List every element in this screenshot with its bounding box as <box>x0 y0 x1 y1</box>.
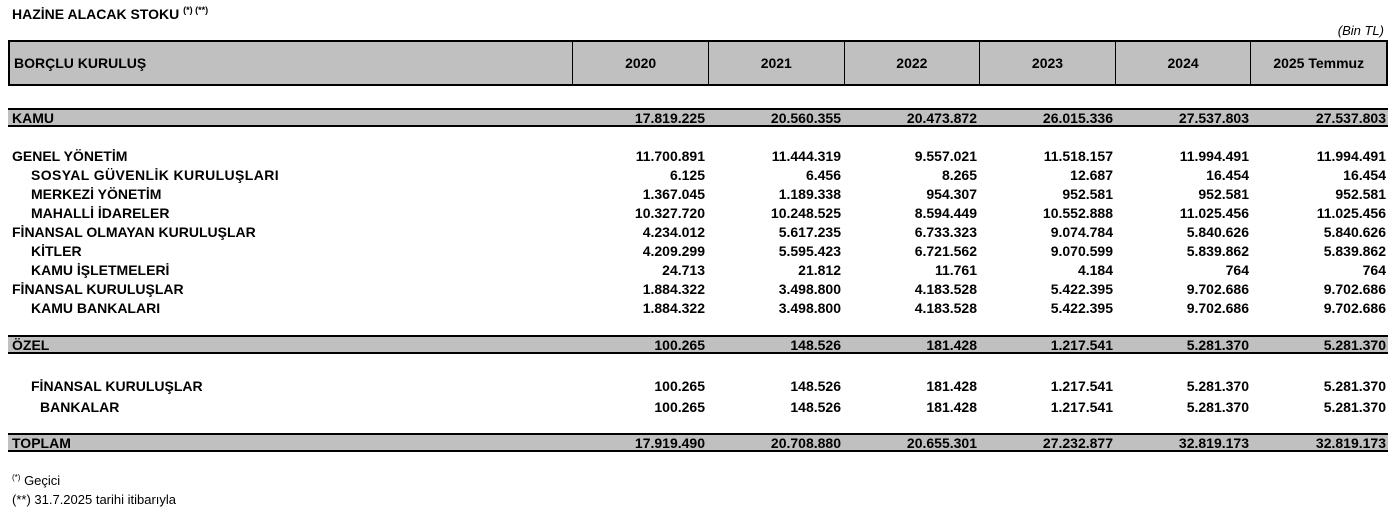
row-label: TOPLAM <box>12 434 71 451</box>
cell-value: 11.025.456 <box>1316 204 1386 221</box>
cell-value: 1.217.541 <box>1050 398 1113 415</box>
table-row <box>8 146 1388 165</box>
row-label: FİNANSAL KURULUŞLAR <box>12 280 184 297</box>
cell-value: 26.015.336 <box>1042 109 1113 126</box>
footnote-mark: (*) <box>12 473 21 482</box>
cell-value: 1.884.322 <box>642 280 705 297</box>
cell-value: 6.456 <box>805 166 841 183</box>
row-label: MAHALLİ İDARELER <box>31 204 170 221</box>
cell-value: 32.819.173 <box>1178 434 1249 451</box>
cell-value: 9.702.686 <box>1186 280 1249 297</box>
cell-value: 5.840.626 <box>1323 223 1386 240</box>
cell-value: 16.454 <box>1206 166 1249 183</box>
footnote-text: Geçici <box>20 473 61 488</box>
row-label: MERKEZİ YÖNETİM <box>31 185 162 202</box>
header-year: 2021 <box>709 42 845 84</box>
table-title <box>12 5 208 22</box>
cell-value: 20.708.880 <box>770 434 841 451</box>
header-year: 2022 <box>845 42 981 84</box>
cell-value: 8.594.449 <box>914 204 977 221</box>
cell-value: 9.070.599 <box>1050 242 1113 259</box>
cell-value: 1.884.322 <box>642 299 705 316</box>
cell-value: 9.702.686 <box>1323 280 1386 297</box>
cell-value: 5.281.370 <box>1186 336 1249 353</box>
cell-value: 181.428 <box>926 336 977 353</box>
cell-value: 11.700.891 <box>635 147 705 164</box>
header-label: BORÇLU KURULUŞ <box>10 42 573 84</box>
cell-value: 11.994.491 <box>1179 147 1249 164</box>
cell-value: 27.537.803 <box>1178 109 1249 126</box>
cell-value: 181.428 <box>926 398 977 415</box>
unit-label: (Bin TL) <box>1337 23 1384 38</box>
cell-value: 5.839.862 <box>1186 242 1249 259</box>
cell-value: 181.428 <box>926 377 977 394</box>
cell-value: 17.819.225 <box>634 109 705 126</box>
cell-value: 27.537.803 <box>1315 109 1386 126</box>
cell-value: 27.232.877 <box>1042 434 1113 451</box>
table-row <box>8 397 1388 416</box>
row-label: KAMU <box>12 109 54 126</box>
row-label: FİNANSAL OLMAYAN KURULUŞLAR <box>12 223 256 240</box>
table-row <box>8 335 1388 354</box>
cell-value: 6.721.562 <box>914 242 977 259</box>
cell-value: 5.281.370 <box>1323 336 1386 353</box>
cell-value: 4.209.299 <box>642 242 705 259</box>
table-row-total <box>8 433 1388 452</box>
footnote-2: (**) 31.7.2025 tarihi itibarıyla <box>12 492 177 507</box>
table-row <box>8 279 1388 298</box>
cell-value: 148.526 <box>790 336 841 353</box>
table-row <box>8 376 1388 395</box>
cell-value: 6.733.323 <box>914 223 977 240</box>
row-label: KAMU İŞLETMELERİ <box>31 261 170 278</box>
header-year: 2020 <box>573 42 709 84</box>
cell-value: 954.307 <box>926 185 977 202</box>
cell-value: 5.595.423 <box>778 242 841 259</box>
table-row <box>8 222 1388 241</box>
table-header <box>8 40 1388 86</box>
cell-value: 4.183.528 <box>914 280 977 297</box>
footnote-1 <box>12 473 60 488</box>
cell-value: 4.234.012 <box>642 223 705 240</box>
cell-value: 20.473.872 <box>906 109 977 126</box>
cell-value: 6.125 <box>669 166 705 183</box>
table-row <box>8 108 1388 127</box>
cell-value: 100.265 <box>654 398 705 415</box>
cell-value: 4.184 <box>1077 261 1113 278</box>
row-label: ÖZEL <box>12 336 50 353</box>
cell-value: 5.281.370 <box>1186 398 1249 415</box>
table-row <box>8 184 1388 203</box>
cell-value: 952.581 <box>1335 185 1386 202</box>
table-row <box>8 298 1388 317</box>
row-label: KAMU BANKALARI <box>31 299 161 316</box>
cell-value: 5.422.395 <box>1050 299 1113 316</box>
title-footnote-marks: (*) (**) <box>183 5 209 15</box>
row-label: KİTLER <box>31 242 82 259</box>
cell-value: 764 <box>1225 261 1249 278</box>
cell-value: 20.655.301 <box>906 434 977 451</box>
cell-value: 1.367.045 <box>642 185 705 202</box>
header-year: 2023 <box>980 42 1116 84</box>
header-year: 2025 Temmuz <box>1273 55 1365 71</box>
title-text: HAZİNE ALACAK STOKU <box>12 6 180 22</box>
cell-value: 3.498.800 <box>778 280 841 297</box>
cell-value: 11.994.491 <box>1316 147 1386 164</box>
table-row <box>8 165 1388 184</box>
cell-value: 5.617.235 <box>778 223 841 240</box>
cell-value: 5.839.862 <box>1323 242 1386 259</box>
cell-value: 5.840.626 <box>1186 223 1249 240</box>
cell-value: 11.025.456 <box>1179 204 1249 221</box>
cell-value: 9.702.686 <box>1323 299 1386 316</box>
cell-value: 5.281.370 <box>1186 377 1249 394</box>
cell-value: 100.265 <box>654 336 705 353</box>
row-label: GENEL YÖNETİM <box>12 147 128 164</box>
cell-value: 952.581 <box>1062 185 1113 202</box>
cell-value: 10.552.888 <box>1042 204 1113 221</box>
cell-value: 32.819.173 <box>1315 434 1386 451</box>
cell-value: 11.761 <box>934 261 977 278</box>
cell-value: 148.526 <box>790 398 841 415</box>
table-row <box>8 203 1388 222</box>
cell-value: 17.919.490 <box>634 434 705 451</box>
cell-value: 5.281.370 <box>1323 377 1386 394</box>
cell-value: 21.812 <box>798 261 841 278</box>
table-row <box>8 260 1388 279</box>
cell-value: 4.183.528 <box>914 299 977 316</box>
row-label: SOSYAL GÜVENLİK KURULUŞLARI <box>31 166 280 183</box>
cell-value: 8.265 <box>941 166 977 183</box>
cell-value: 1.189.338 <box>778 185 841 202</box>
cell-value: 100.265 <box>654 377 705 394</box>
cell-value: 10.327.720 <box>634 204 705 221</box>
cell-value: 12.687 <box>1070 166 1113 183</box>
row-label: FİNANSAL KURULUŞLAR <box>31 377 203 394</box>
cell-value: 952.581 <box>1198 185 1249 202</box>
cell-value: 24.713 <box>662 261 705 278</box>
table-row <box>8 241 1388 260</box>
header-year: 2024 <box>1116 42 1252 84</box>
cell-value: 10.248.525 <box>770 204 841 221</box>
cell-value: 1.217.541 <box>1050 336 1113 353</box>
cell-value: 5.422.395 <box>1050 280 1113 297</box>
cell-value: 16.454 <box>1343 166 1386 183</box>
cell-value: 9.074.784 <box>1050 223 1113 240</box>
cell-value: 5.281.370 <box>1323 398 1386 415</box>
cell-value: 3.498.800 <box>778 299 841 316</box>
cell-value: 1.217.541 <box>1050 377 1113 394</box>
cell-value: 9.557.021 <box>914 147 977 164</box>
cell-value: 11.518.157 <box>1043 147 1113 164</box>
cell-value: 764 <box>1362 261 1386 278</box>
cell-value: 20.560.355 <box>770 109 841 126</box>
cell-value: 9.702.686 <box>1186 299 1249 316</box>
cell-value: 11.444.319 <box>771 147 841 164</box>
row-label: BANKALAR <box>40 398 120 415</box>
cell-value: 148.526 <box>790 377 841 394</box>
